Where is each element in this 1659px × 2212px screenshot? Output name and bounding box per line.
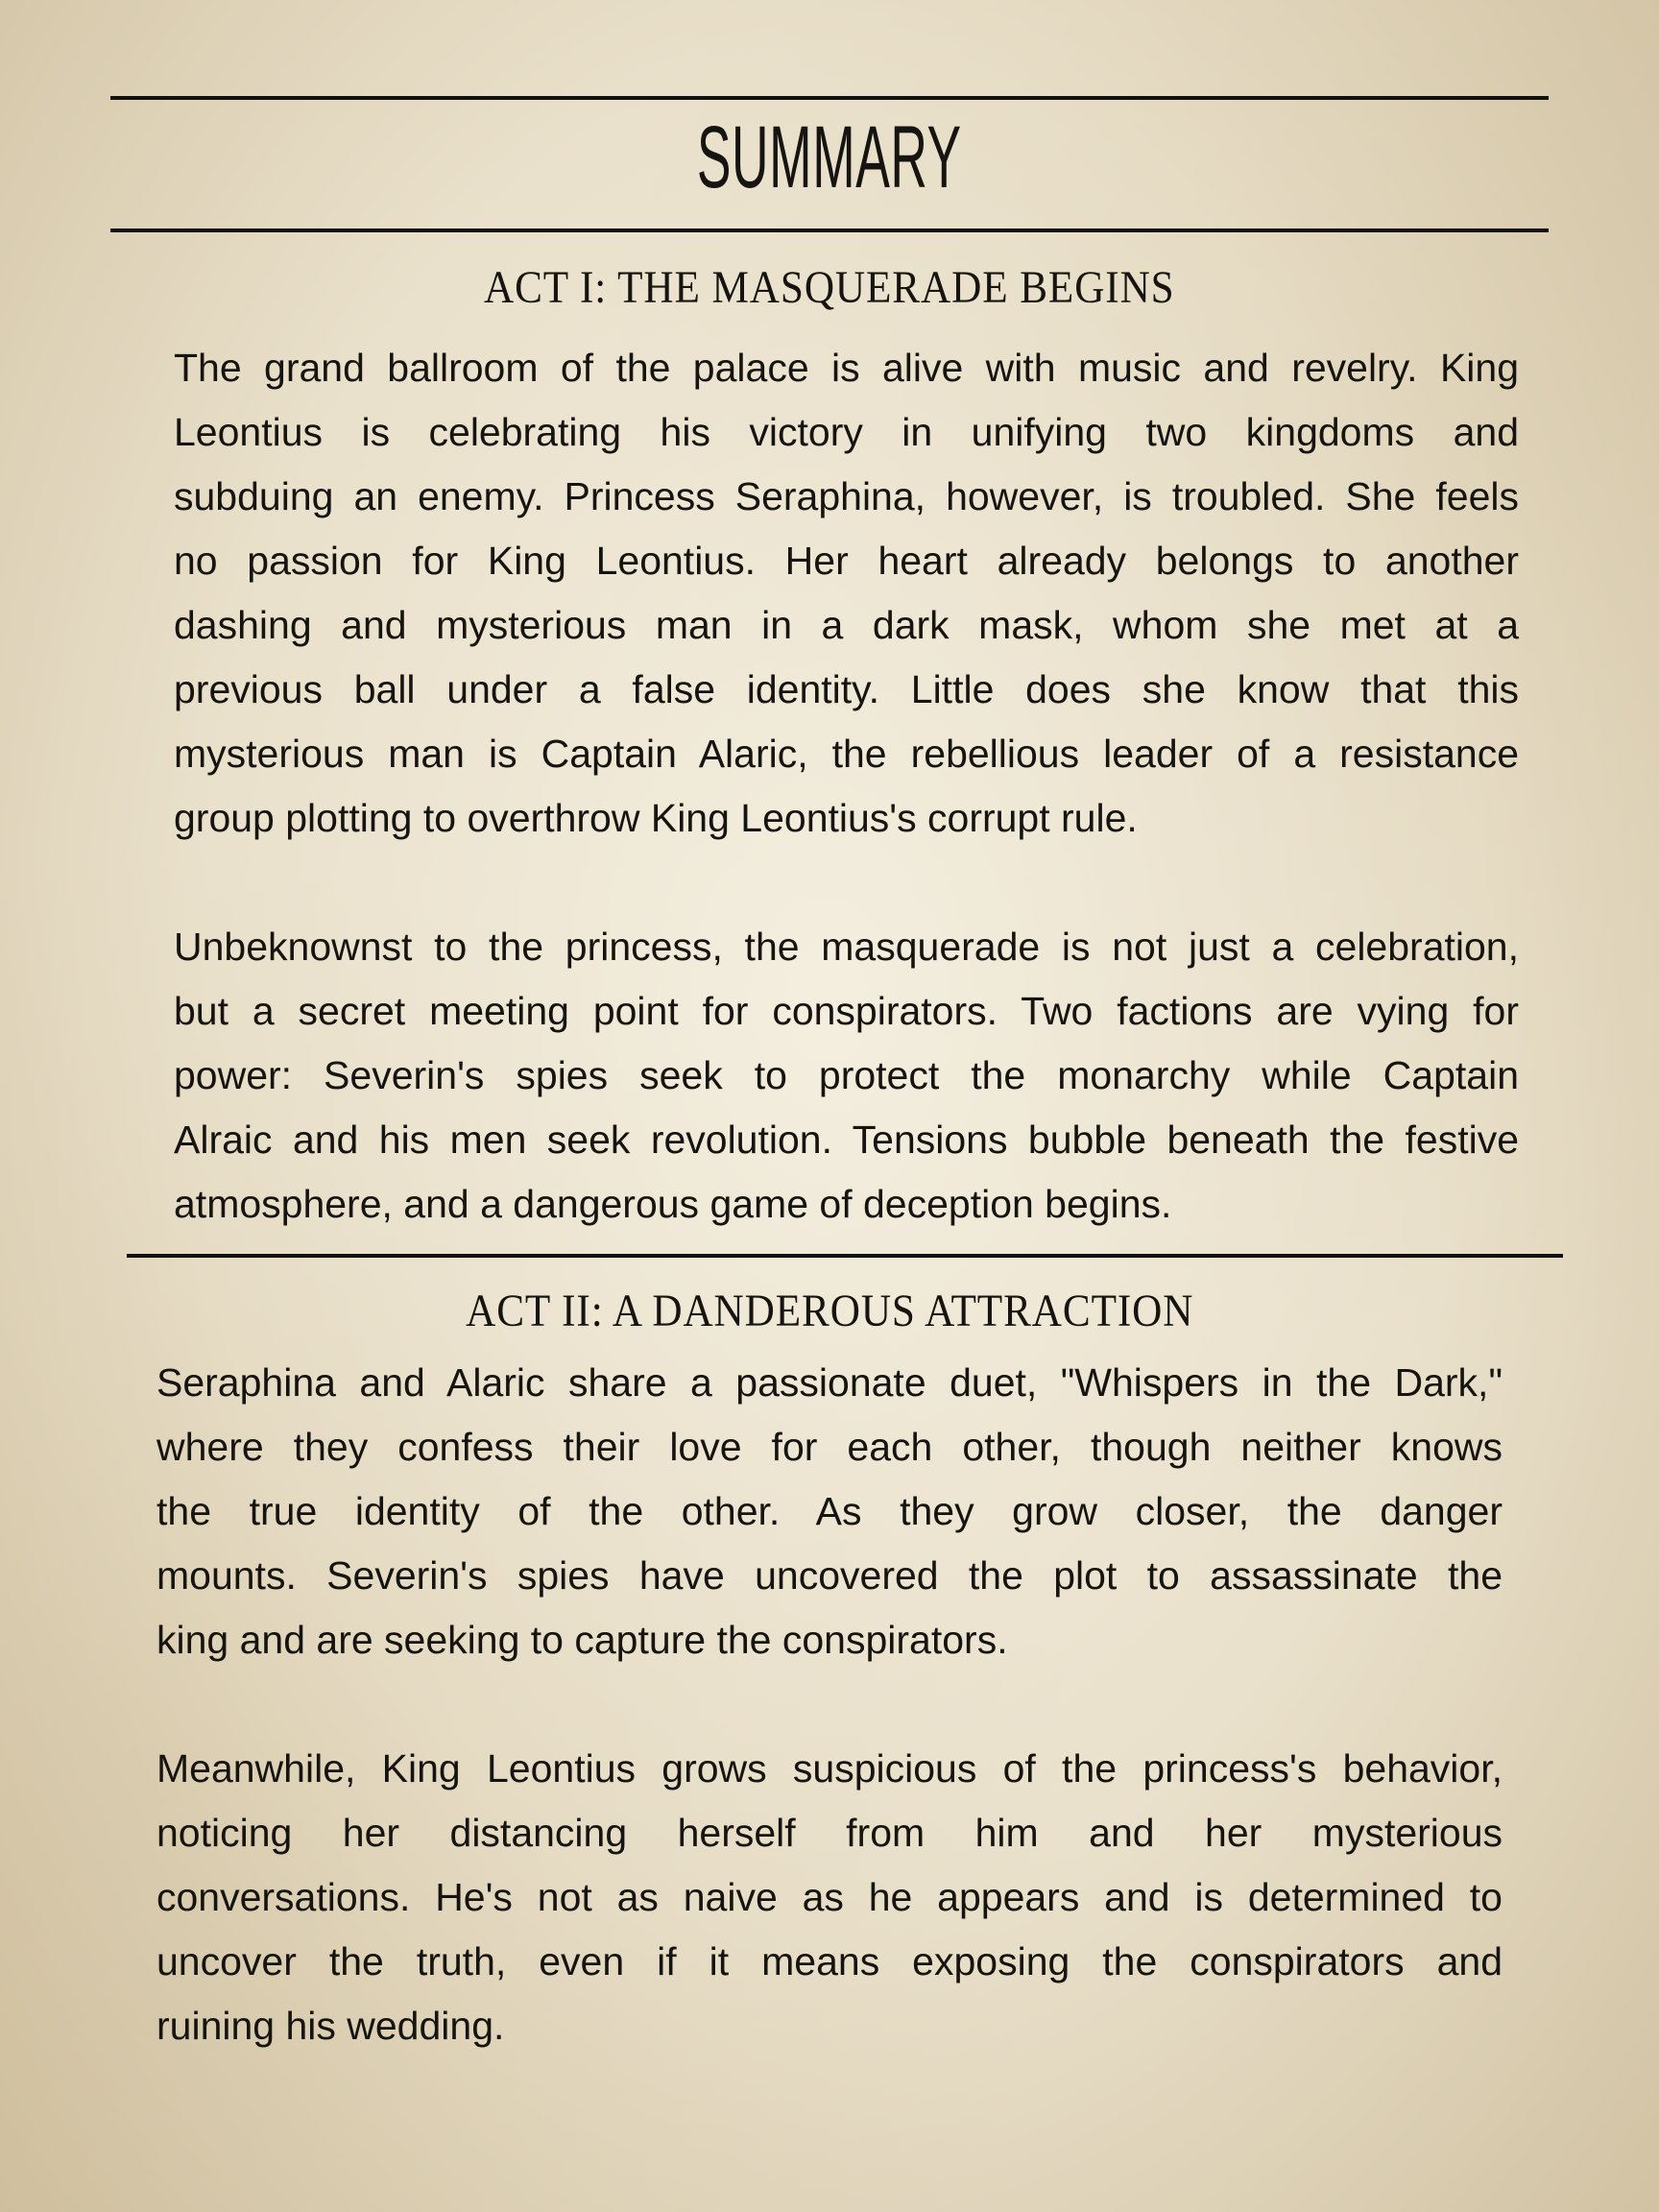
text-line: Seraphina and Alaric share a passionate duet, "Whispers in the Dark," xyxy=(156,1360,1503,1405)
act-2-summary xyxy=(156,1351,1503,2058)
act-divider-rule xyxy=(127,1254,1563,1258)
paragraph xyxy=(174,336,1519,851)
paragraph xyxy=(174,915,1519,1237)
paragraph xyxy=(156,1737,1503,2058)
text-line: but a secret meeting point for conspirators. Two factions are vying for xyxy=(174,989,1519,1033)
text-line: atmosphere, and a dangerous game of deception begins. xyxy=(174,1182,1172,1226)
text-line: no passion for King Leontius. Her heart already belongs to another xyxy=(174,539,1519,583)
text-line: mounts. Severin's spies have uncovered the plot to assassinate the xyxy=(156,1553,1503,1598)
text-line: ruining his wedding. xyxy=(156,2004,505,2048)
text-line: previous ball under a false identity. Little does she know that this xyxy=(174,667,1519,711)
act-1-heading-text: ACT I: THE MASQUERADE BEGINS xyxy=(484,262,1175,313)
text-line: dashing and mysterious man in a dark mask, whom she met at a xyxy=(174,603,1519,647)
text-line: Leontius is celebrating his victory in unifying two kingdoms and xyxy=(174,410,1519,454)
text-line: king and are seeking to capture the conspirators. xyxy=(156,1618,1008,1662)
page-title xyxy=(0,108,1659,206)
paragraph xyxy=(156,1351,1503,1672)
text-line: Alraic and his men seek revolution. Tensions bubble beneath the festive xyxy=(174,1118,1519,1162)
text-line: noticing her distancing herself from him and her mysterious xyxy=(156,1811,1503,1855)
text-line: where they confess their love for each other, though neither knows xyxy=(156,1425,1503,1469)
text-line: the true identity of the other. As they grow closer, the danger xyxy=(156,1489,1503,1533)
text-line: The grand ballroom of the palace is alive with music and revelry. King xyxy=(174,346,1519,390)
act-2-heading xyxy=(0,1288,1659,1334)
text-line: mysterious man is Captain Alaric, the rebellious leader of a resistance xyxy=(174,732,1519,776)
page-title-text: SUMMARY xyxy=(697,108,962,206)
text-line: conversations. He's not as naive as he appears and is determined to xyxy=(156,1875,1503,1919)
act-1-heading xyxy=(0,262,1659,313)
text-line: power: Severin's spies seek to protect the monarchy while Captain xyxy=(174,1053,1519,1097)
act-1-summary xyxy=(174,336,1519,1237)
text-line: Unbeknownst to the princess, the masquerade is not just a celebration, xyxy=(174,925,1519,969)
title-bottom-rule xyxy=(110,228,1549,232)
text-line: group plotting to overthrow King Leontius's corrupt rule. xyxy=(174,796,1138,840)
text-line: subduing an enemy. Princess Seraphina, however, is troubled. She feels xyxy=(174,474,1519,518)
act-2-heading-text: ACT II: A DANDEROUS ATTRACTION xyxy=(465,1286,1194,1336)
top-rule xyxy=(110,96,1549,100)
text-line: uncover the truth, even if it means exposing the conspirators and xyxy=(156,1939,1503,1984)
text-line: Meanwhile, King Leontius grows suspicious of the princess's behavior, xyxy=(156,1746,1503,1791)
